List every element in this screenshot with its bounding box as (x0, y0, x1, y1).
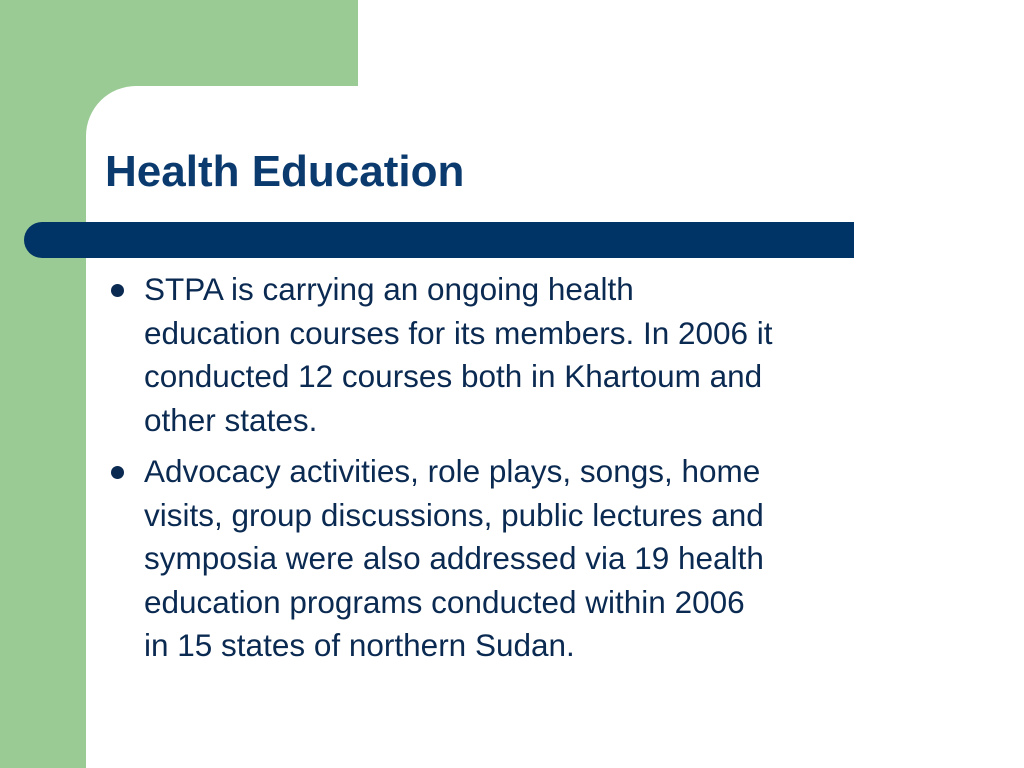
bullet-text-line: education courses for its members. In 2006 it (144, 314, 773, 351)
bullet-text-line: STPA is carrying an ongoing health (144, 271, 634, 307)
bullet-text-line: symposia were also addressed via 19 health (144, 540, 764, 576)
bullet-item (100, 450, 980, 668)
bullet-text-line: in 15 states of northern Sudan. (144, 627, 575, 663)
title-underline-bar (24, 222, 854, 258)
bullet-item (100, 268, 980, 442)
bullet-dot-icon (111, 284, 124, 297)
bullet-dot-icon (111, 466, 124, 479)
bullet-text-line: other states. (144, 401, 318, 438)
bullet-text-line: education programs conducted within 2006 (144, 583, 745, 620)
slide-title: Health Education (105, 147, 465, 196)
bullet-text-line: conducted 12 courses both in Khartoum and (144, 358, 763, 394)
bullet-text-line: visits, group discussions, public lectures and (144, 496, 764, 533)
bullet-list (100, 268, 980, 676)
bullet-text-line: Advocacy activities, role plays, songs, home (144, 453, 761, 489)
